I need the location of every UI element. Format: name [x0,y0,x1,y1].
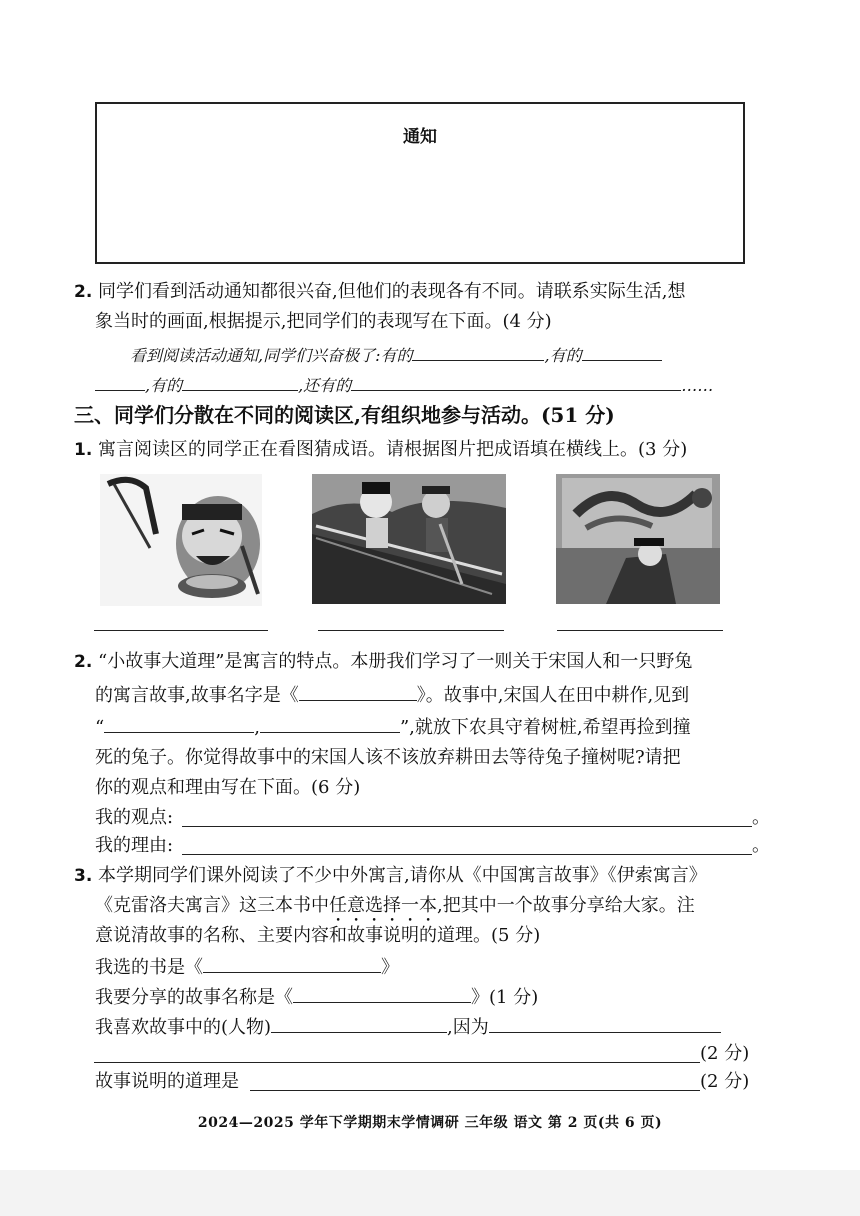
idiom-picture-2 [312,474,506,604]
question-number: 3. [74,866,93,886]
idiom-answer-line-3[interactable] [557,630,723,631]
question-3-2-line4: 死的兔子。你觉得故事中的宋国人该不该放弃耕田去等待兔子撞树呢?请把 [95,747,681,768]
hint-line-2 [95,372,713,396]
question-3-2-line1 [74,650,692,674]
answer-blank[interactable] [351,372,681,391]
story-title-blank[interactable] [299,682,417,701]
my-reason-answer-line[interactable] [182,854,752,855]
reason-blank[interactable] [489,1014,721,1033]
question-2-line2: 象当时的画面,根据提示,把同学们的表现写在下面。(4 分) [95,311,552,332]
bow-and-man-illustration [100,474,262,606]
question-text: 寓言阅读区的同学正在看图猜成语。请根据图片把成语填在横线上。(3 分) [98,439,688,460]
my-view-label: 我的观点: [95,807,174,828]
hint-line-1 [130,342,662,366]
question-text: ”,就放下农具守着树桩,希望再捡到撞 [399,717,691,738]
hint-text: 看到阅读活动通知,同学们兴奋极了:有的 [130,346,413,365]
answer-blank[interactable] [182,372,298,391]
question-text: 同学们看到活动通知都很兴奋,但他们的表现各有不同。请联系实际生活,想 [98,281,686,302]
answer-blank[interactable] [412,342,544,361]
story-name-line [95,984,538,1010]
page-footer: 2024—2025 学年下学期期末学情调研 三年级 语文 第 2 页(共 6 页) [197,1115,663,1131]
story-score: 》(1 分) [471,987,539,1008]
period-mark: 。 [752,835,770,856]
book-blank[interactable] [203,954,381,973]
question-text: 本学期同学们课外阅读了不少中外寓言,请你从《中国寓言故事》《伊索寓言》 [98,865,707,886]
emphasized-text: 任意选择一本 [329,895,437,916]
character-label: 我喜欢故事中的(人物) [95,1017,272,1038]
reason-continuation-line[interactable] [94,1062,700,1063]
idiom-picture-1 [100,474,262,606]
my-reason-label: 我的理由: [95,835,174,856]
question-3-3-line2 [95,894,695,926]
bottom-strip [0,1170,860,1216]
question-text: “小故事大道理”是寓言的特点。本册我们学习了一则关于宋国人和一只野兔 [98,651,693,672]
quote-blank-2[interactable] [260,714,400,733]
hint-text: ,有的 [544,346,582,365]
idiom-picture-3 [556,474,720,604]
notice-title: 通知 [403,127,437,147]
because-label: ,因为 [447,1017,489,1038]
hint-text: ,有的 [145,376,183,395]
idiom-answer-line-2[interactable] [318,630,504,631]
book-choice-line [95,954,399,980]
story-label: 我要分享的故事名称是《 [95,987,293,1008]
score-label: (2 分) [700,1071,750,1092]
notice-box [95,102,745,264]
boat-illustration [312,474,506,604]
book-label-end: 》 [381,957,399,978]
question-text: 》。故事中,宋国人在田中耕作,见到 [416,685,690,706]
dragon-illustration [556,474,720,604]
answer-blank[interactable] [582,342,662,361]
question-3-3-line3: 意说清故事的名称、主要内容和故事说明的道理。(5 分) [95,925,541,946]
section-3-heading: 三、同学们分散在不同的阅读区,有组织地参与活动。(51 分) [74,403,615,427]
ellipsis: …… [681,376,714,395]
question-number: 2. [74,652,93,672]
question-text: 的寓言故事,故事名字是《 [95,685,299,706]
question-number: 1. [74,440,93,460]
score-label: (2 分) [700,1043,750,1064]
my-view-answer-line[interactable] [182,826,752,827]
question-text: ,把其中一个故事分享给大家。注 [437,895,695,916]
book-label: 我选的书是《 [95,957,203,978]
question-3-2-line5: 你的观点和理由写在下面。(6 分) [95,777,361,798]
answer-blank[interactable] [95,372,145,391]
question-text: 《克雷洛夫寓言》这三本书中 [95,895,329,916]
story-name-blank[interactable] [293,984,471,1003]
question-number: 2. [74,282,93,302]
quote-blank-1[interactable] [104,714,254,733]
character-blank[interactable] [271,1014,447,1033]
character-line [95,1014,721,1040]
question-3-1 [74,438,687,462]
period-mark: 。 [752,807,770,828]
comma: , [254,717,260,738]
moral-label: 故事说明的道理是 [95,1071,239,1092]
question-3-2-line3 [95,714,691,740]
question-2-line1 [74,280,685,304]
hint-text: ,还有的 [298,376,352,395]
moral-answer-line[interactable] [250,1090,700,1091]
quote-mark: “ [95,717,105,738]
question-3-3-line1 [74,864,707,888]
idiom-answer-line-1[interactable] [94,630,268,631]
question-3-2-line2 [95,682,689,708]
